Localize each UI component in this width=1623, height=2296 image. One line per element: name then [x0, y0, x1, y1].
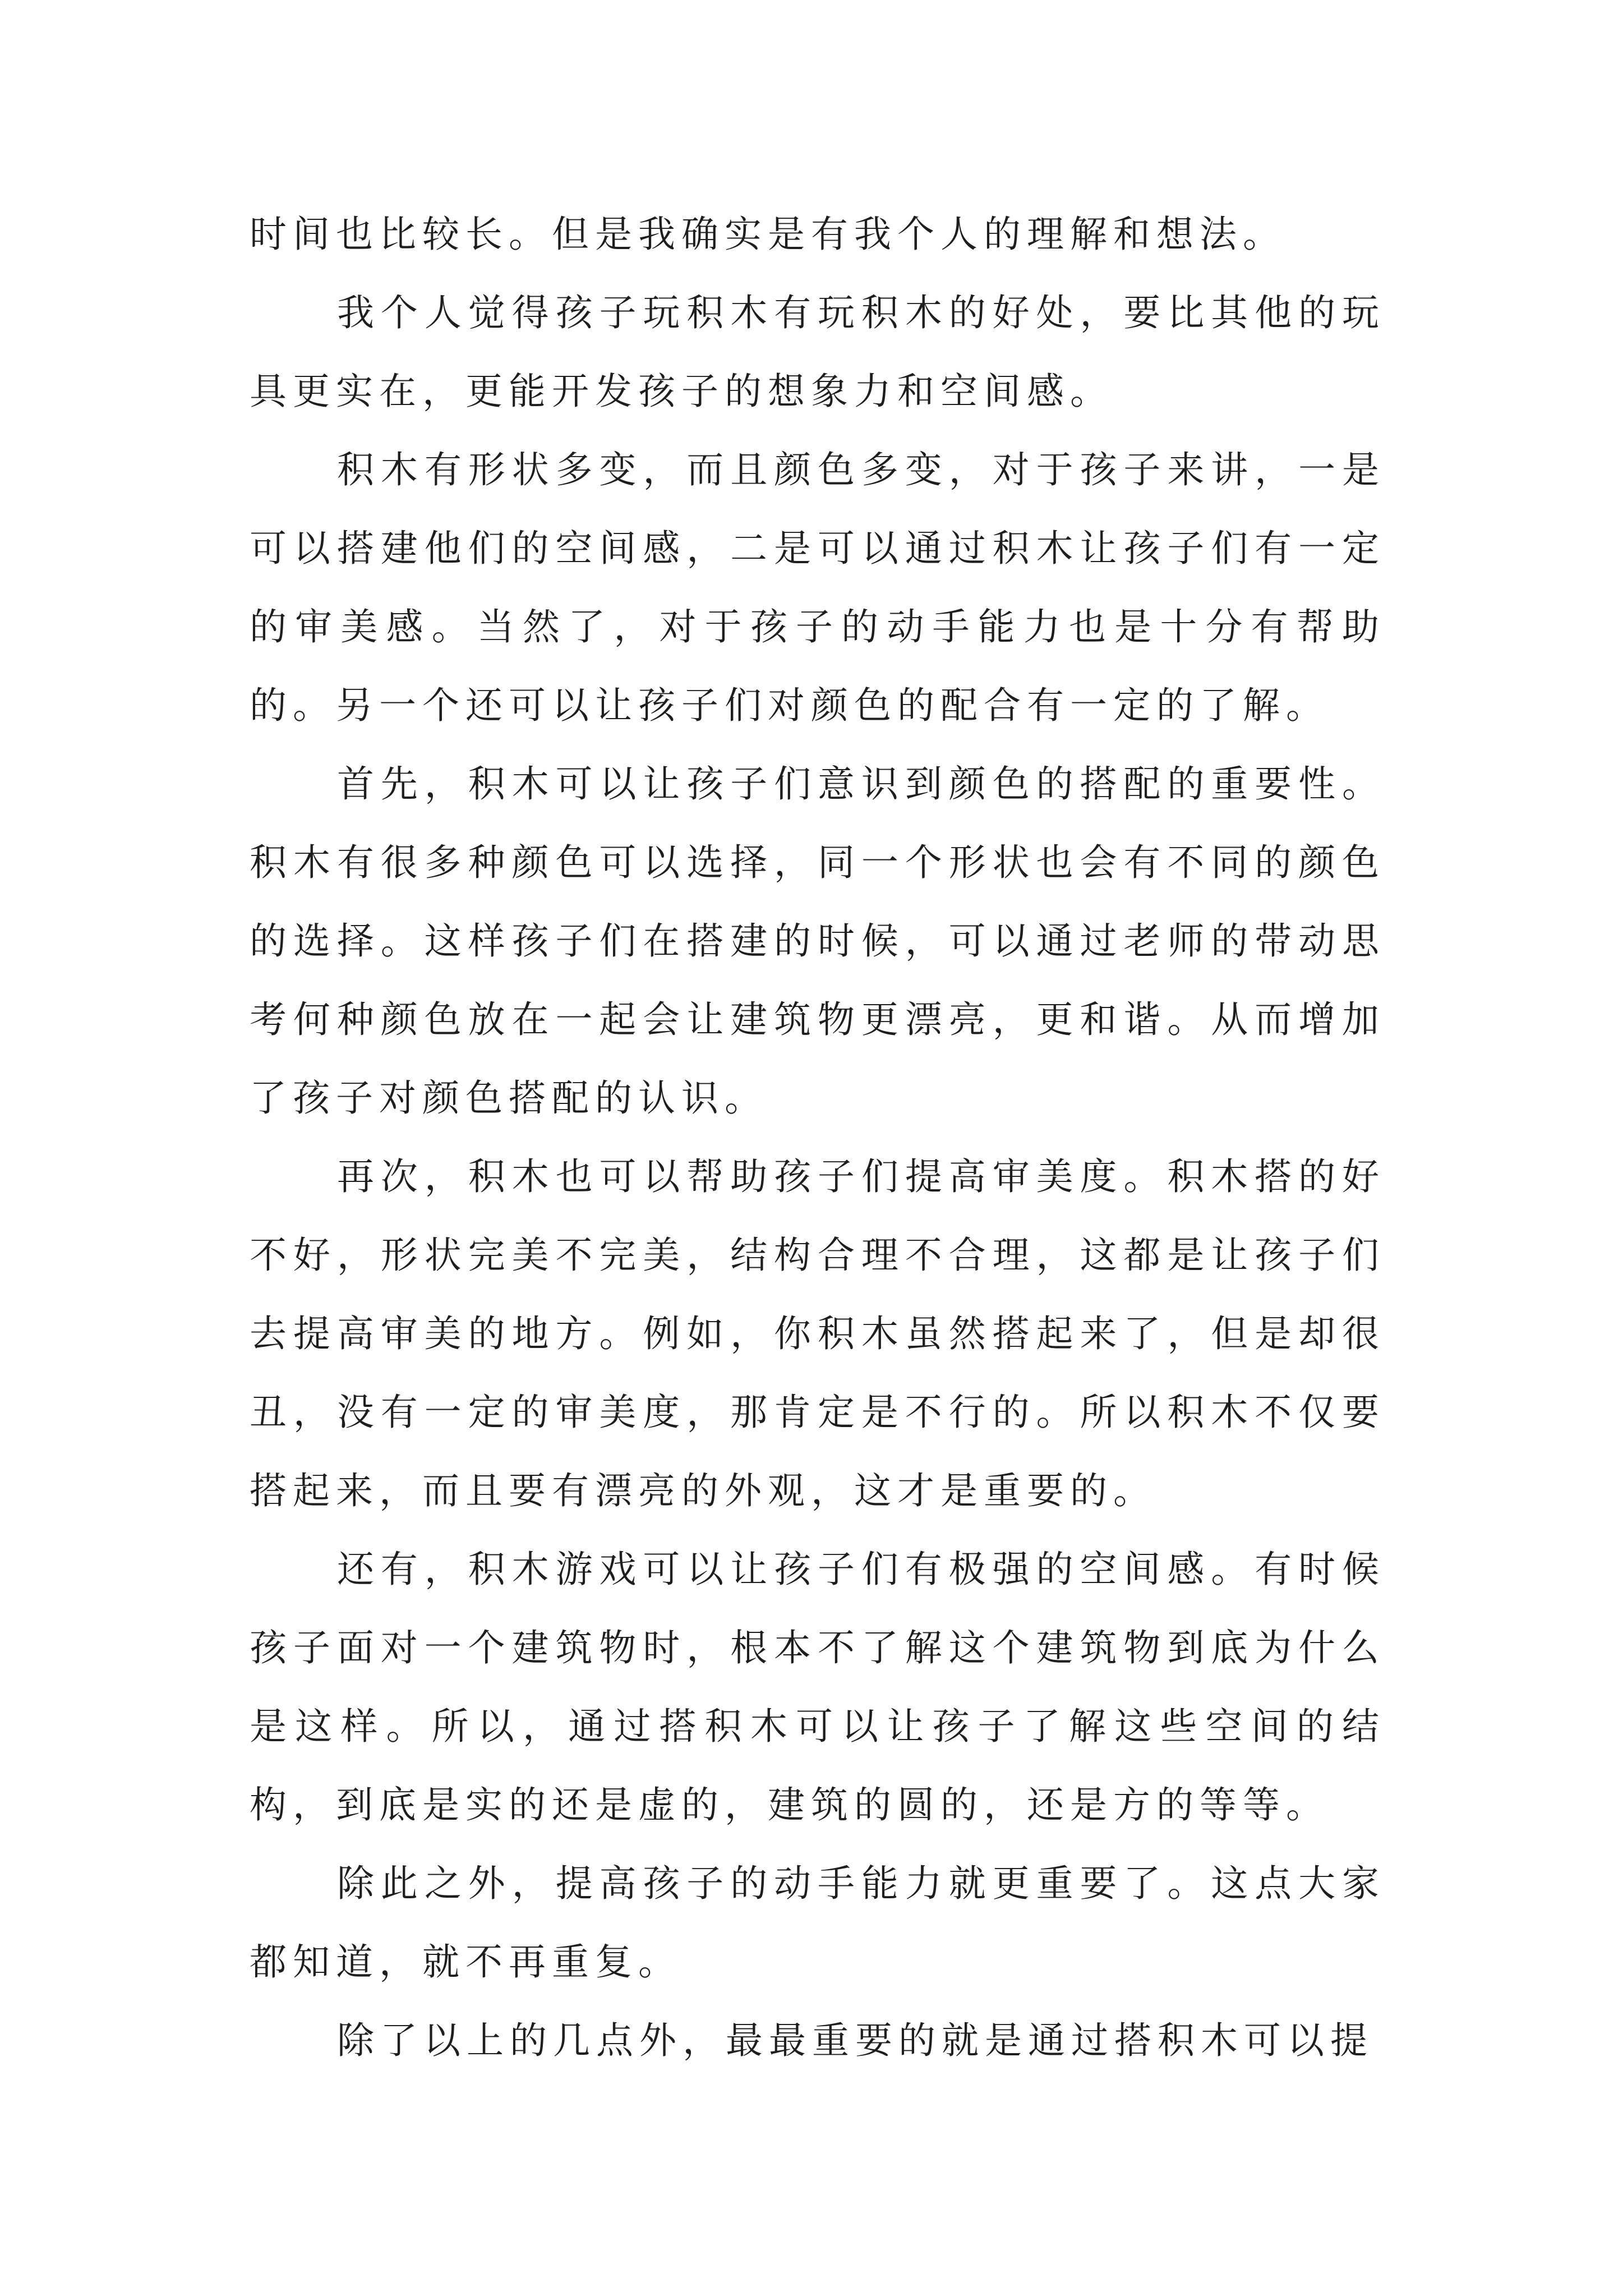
paragraph-4: 首先，积木可以让孩子们意识到颜色的搭配的重要性。积木有很多种颜色可以选择，同一个形状也会有不同的颜色的选择。这样孩子们在搭建的时候，可以通过老师的带动思考何种颜色放在一起会让建筑物更漂亮，更和谐。从而增加了孩子对颜色搭配的认识。 — [250, 762, 1385, 1120]
paragraph-5: 再次，积木也可以帮助孩子们提高审美度。积木搭的好不好，形状完美不完美，结构合理不合理，这都是让孩子们去提高审美的地方。例如，你积木虽然搭起来了，但是却很丑，没有一定的审美度，那肯定是不行的。所以积木不仅要搭起来，而且要有漂亮的外观，这才是重要的。 — [250, 1155, 1385, 1512]
paragraph-8: 除了以上的几点外，最最重要的就是通过搭积木可以提 — [337, 2019, 1373, 2062]
paragraph-6: 还有，积木游戏可以让孩子们有极强的空间感。有时候孩子面对一个建筑物时，根本不了解这个建筑物到底为什么是这样。所以，通过搭积木可以让孩子了解这些空间的结构，到底是实的还是虚的，建筑的圆的，还是方的等等。 — [250, 1548, 1385, 1826]
paragraph-3: 积木有形状多变，而且颜色多变，对于孩子来讲，一是可以搭建他们的空间感，二是可以通过积木让孩子们有一定的审美感。当然了，对于孩子的动手能力也是十分有帮助的。另一个还可以让孩子们对颜色的配合有一定的了解。 — [250, 448, 1385, 727]
document-body — [250, 195, 1385, 2080]
paragraph-1: 时间也比较长。但是我确实是有我个人的理解和想法。 — [250, 213, 1286, 256]
paragraph-2: 我个人觉得孩子玩积木有玩积木的好处，要比其他的玩具更实在，更能开发孩子的想象力和空间感。 — [250, 291, 1385, 413]
paragraph-7: 除此之外，提高孩子的动手能力就更重要了。这点大家都知道，就不再重复。 — [250, 1862, 1385, 1984]
